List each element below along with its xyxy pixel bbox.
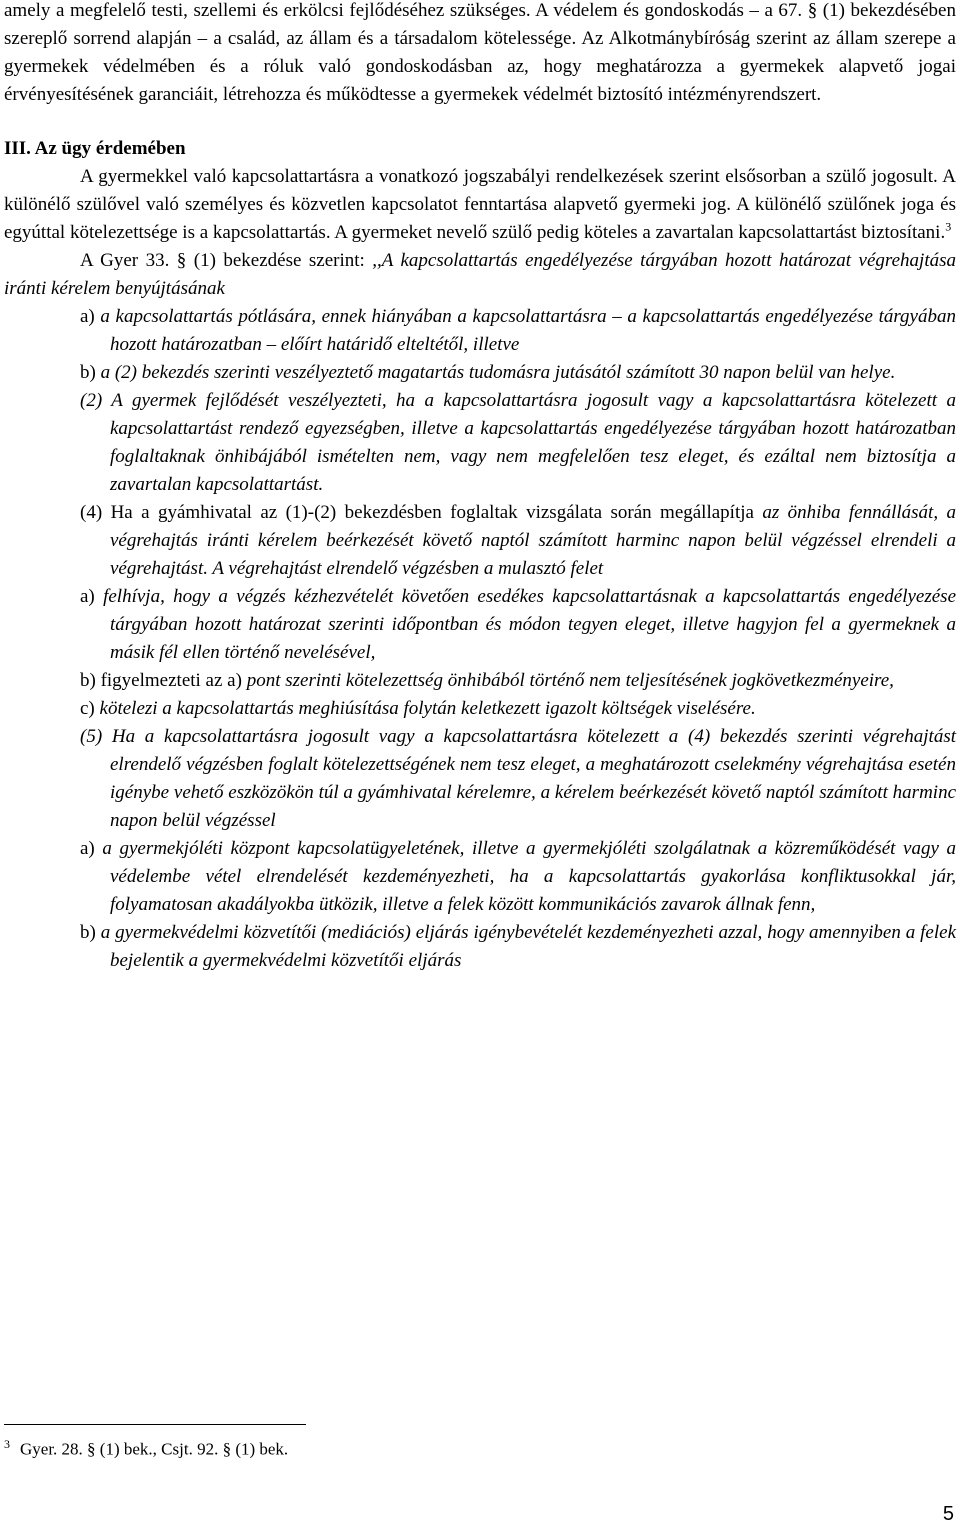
footnote-ref: 3 (945, 219, 952, 234)
para4-b: az önhiba fennállását, a végrehajtás iránti kérelem beérkezését követő naptól számított harminc napon belül végzéssel elrendeli a végrehajtást. A végrehajtást elrendelő végzésben a mulasztó felet (110, 502, 956, 579)
list-item-b1 (4, 359, 956, 387)
item-b3-text: a gyermekvédelmi közvetítői (mediációs) eljárás igénybevételét kezdeményezheti azzal, hogy amennyiben a felek bejelentik a gyermekvédelmi közvetítői eljárás (100, 922, 957, 971)
list-item-a1 (4, 303, 956, 359)
para1-text: A gyermekkel való kapcsolattartásra a vonatkozó jogszabályi rendelkezések szerint elsősorban a szülő jogosult. A különélő szülővel való személyes és közvetlen kapcsolatot fenntartása alapvető gyermeki jog. A különélő szülőnek joga és egyúttal kötelezettsége is a kapcsolattartás. A gyermeket nevelő szülő pedig köteles a zavartalan kapcsolattartást biztosítani. (4, 166, 956, 243)
section-heading: III. Az ügy érdemében (4, 138, 186, 159)
item-a3-label: a) (80, 838, 103, 859)
footnote-text: Gyer. 28. § (1) bek., Csjt. 92. § (1) bek. (20, 1439, 289, 1459)
item-a3-text: a gyermekjóléti központ kapcsolatügyeletének, illetve a gyermekjóléti szolgálatnak a közreműködését vagy a védelembe vétel elrendelését kezdeményezheti, ha a kapcsolattartás gyakorlása konfliktusokkal jár, folyamatosan akadályokba ütközik, illetve a felek között kommunikációs zavarok állnak fenn, (102, 838, 956, 915)
paragraph-gyer-quote (4, 247, 956, 303)
para4-a: (4) Ha a gyámhivatal az (1)-(2) bekezdésben foglaltak vizsgálata során megállapítja (80, 502, 763, 523)
page-number: 5 (942, 1503, 954, 1525)
list-item-a2 (4, 583, 956, 667)
item-a2-label: a) (80, 586, 104, 607)
item-b2-text: pont szerinti kötelezettség önhibából történő nem teljesítésének jogkövetkezményeire, (246, 670, 894, 691)
item-a1-label: a) (80, 306, 101, 327)
item-b2-pre: figyelmezteti az a) (100, 670, 247, 691)
intro-paragraph (4, 0, 956, 109)
item-b2-label: b) (80, 670, 101, 691)
footnote-separator (4, 1424, 306, 1425)
paragraph-5: (5) Ha a kapcsolattartásra jogosult vagy a kapcsolattartásra kötelezett a (4) bekezdés szerinti végrehajtást elrendelő végzésben foglalt kötelezettségének nem tesz eleget, a meghatározott cselekmény végrehajtása esetén igénybe vehető eszközökön túl a gyámhivatal kérelemre, a kérelem beérkezését követő naptól számított harminc napon belül végzéssel (80, 726, 956, 831)
item-b1-text: a (2) bekezdés szerinti veszélyeztető magatartás tudomásra jutásától számított 30 napon belül van helye. (100, 362, 896, 383)
item-a2-text: felhívja, hogy a végzés kézhezvételét követően esedékes kapcsolattartásnak a kapcsolattartás engedélyezése tárgyában hozott határozat szerinti időpontban és módon tegyen eleget, illetve hagyjon fel a gyermeknek a másik fél ellen történő nevelésével, (103, 586, 957, 663)
gyer-intro: A Gyer 33. § (1) bekezdése szerint: (80, 250, 373, 271)
item-a1-text: a kapcsolattartás pótlására, ennek hiányában a kapcsolattartásra – a kapcsolattartás engedélyezése tárgyában hozott határozatban – előírt határidő elteltétől, illetve (100, 306, 956, 355)
intro-line2: Az Alkotmánybíróság szerint az állam szerepe a gyermekek védelmében és a róluk való gondoskodásban az, hogy meghatározza a gyermekek alapvető jogai érvényesítésének garanciáit, létrehozza és működtesse a gyermekek védelmét biztosító intézményrendszert. (4, 28, 956, 105)
list-item-c2 (4, 695, 956, 723)
list-item-b2 (4, 667, 956, 695)
item-c2-label: c) (80, 698, 100, 719)
item-b1-label: b) (80, 362, 101, 383)
list-item-b3 (4, 919, 956, 975)
paragraph-4 (4, 499, 956, 583)
intro-line1: amely a megfelelő testi, szellemi és erkölcsi fejlődéséhez szükséges. A védelem és gondoskodás – a 67. § (1) bekezdésében szereplő sorrend alapján – a család, az állam és a társadalom kötelessége. (4, 0, 956, 49)
document-page (4, 0, 956, 975)
quote-start: ,,A kapcsolattartás engedélyezése tárgyában hozott határozat végrehajtása iránti kérelem benyújtásának (4, 250, 956, 299)
item-c2-text: kötelezi a kapcsolattartás meghiúsítása folytán keletkezett igazolt költségek viselésére. (99, 698, 756, 719)
footnote-number: 3 (4, 1437, 10, 1451)
list-item-a3 (4, 835, 956, 919)
footnote (4, 1432, 288, 1462)
item-b3-label: b) (80, 922, 101, 943)
paragraph-contact-rights (4, 163, 956, 247)
paragraph-2: (2) A gyermek fejlődését veszélyezteti, ha a kapcsolattartásra jogosult vagy a kapcsolattartásra kötelezett a kapcsolattartást rendező egyezségben, illetve a kapcsolattartás engedélyezése tárgyában hozott határozatban foglaltaknak önhibájából ismételten nem, vagy nem megfelelően tesz eleget, és ezáltal nem biztosítja a zavartalan kapcsolattartást. (80, 390, 956, 495)
